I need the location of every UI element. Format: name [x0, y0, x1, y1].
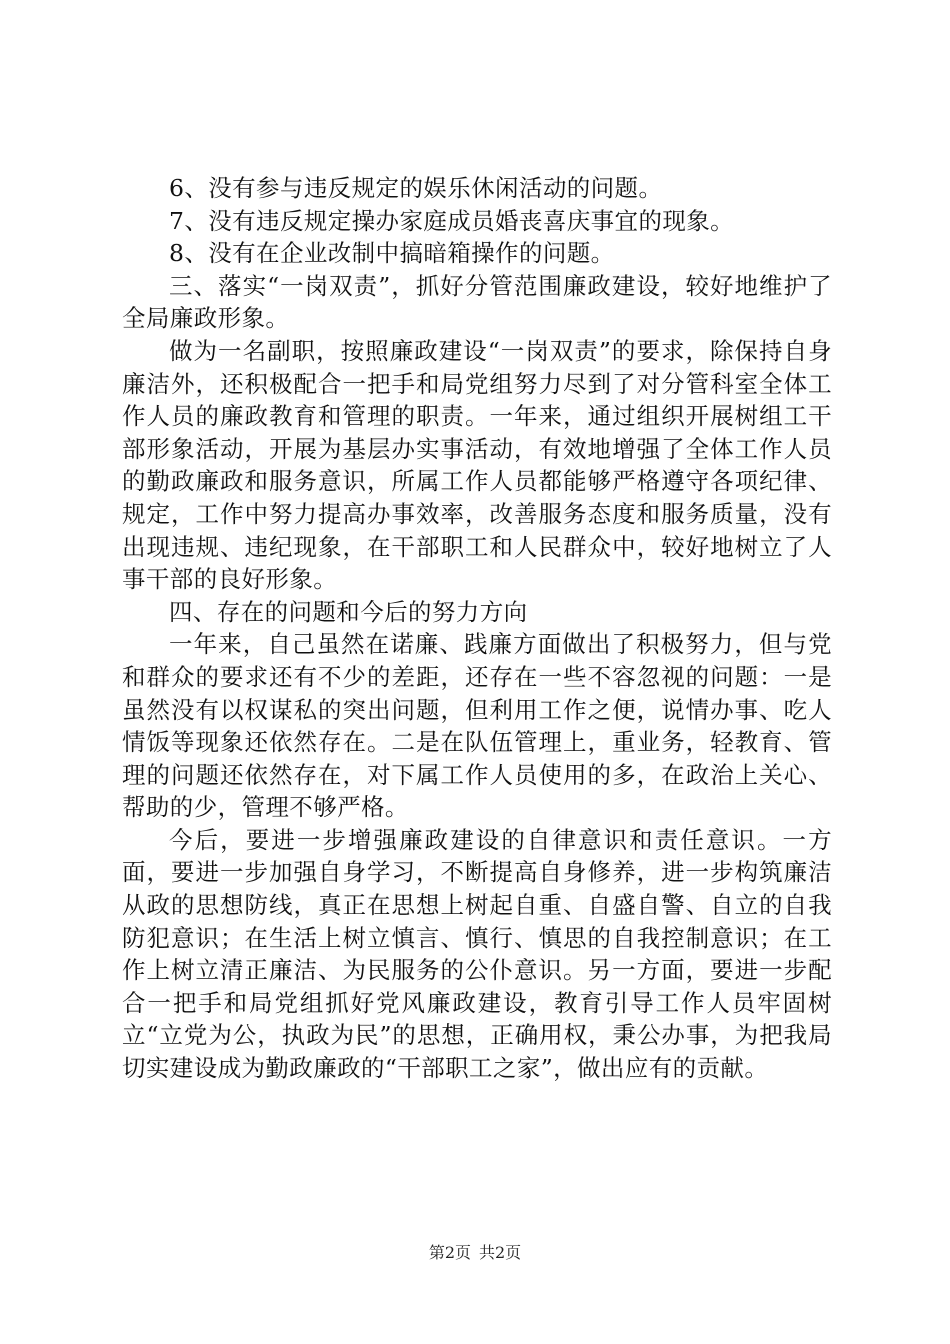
paragraph-future-direction: 今后，要进一步增强廉政建设的自律意识和责任意识。一方面，要进一步加强自身学习，不断提高自身修养，进一步构筑廉洁从政的思想防线，真正在思想上树起自重、自盛自警、自立的自我防犯意识；在生活上树立慎言、慎行、慎思的自我控制意识；在工作上树立清正廉洁、为民服务的公仆意识。另一方面，要进一步配合一把手和局党组抓好党风廉政建设，教育引导工作人员牢固树立“立党为公，执政为民”的思想，正确用权，秉公办事，为把我局切实建设成为勤政廉政的“干部职工之家”，做出应有的贡献。: [122, 825, 832, 1083]
paragraph-item-8: 8、没有在企业改制中搞暗箱操作的问题。: [169, 239, 615, 268]
page-footer: [0, 1243, 950, 1263]
paragraph-problems: 一年来，自己虽然在诺廉、践廉方面做出了积极努力，但与党和群众的要求还有不少的差距，还存在一些不容忽视的问题：一是虽然没有以权谋私的突出问题，但利用工作之便，说情办事、吃人情饭等现象还依然存在。二是在队伍管理上，重业务，轻教育、管理的问题还依然存在，对下属工作人员使用的多，在政治上关心、帮助的少，管理不够严格。: [122, 630, 832, 822]
section-heading-three: 三、落实“一岗双责”，抓好分管范围廉政建设，较好地维护了全局廉政形象。: [122, 271, 832, 333]
section-heading-four: 四、存在的问题和今后的努力方向: [169, 597, 528, 626]
paragraph-item-6: 6、没有参与违反规定的娱乐休闲活动的问题。: [169, 174, 663, 202]
document-body: [122, 172, 832, 1085]
paragraph-item-7: 7、没有违反规定操办家庭成员婚丧喜庆事宜的现象。: [169, 206, 735, 235]
paragraph-deputy-role: 做为一名副职，按照廉政建设“一岗双责”的要求，除保持自身廉洁外，还积极配合一把手和局党组努力尽到了对分管科室全体工作人员的廉政教育和管理的职责。一年来，通过组织开展树组工干部形象活动，开展为基层办实事活动，有效地增强了全体工作人员的勤政廉政和服务意识，所属工作人员都能够严格遵守各项纪律、规定，工作中努力提高办事效率，改善服务态度和服务质量，没有出现违规、违纪现象，在干部职工和人民群众中，较好地树立了人事干部的良好形象。: [122, 336, 832, 594]
page-number: 第2页: [428, 1243, 471, 1262]
page-total: 共2页: [479, 1243, 522, 1262]
